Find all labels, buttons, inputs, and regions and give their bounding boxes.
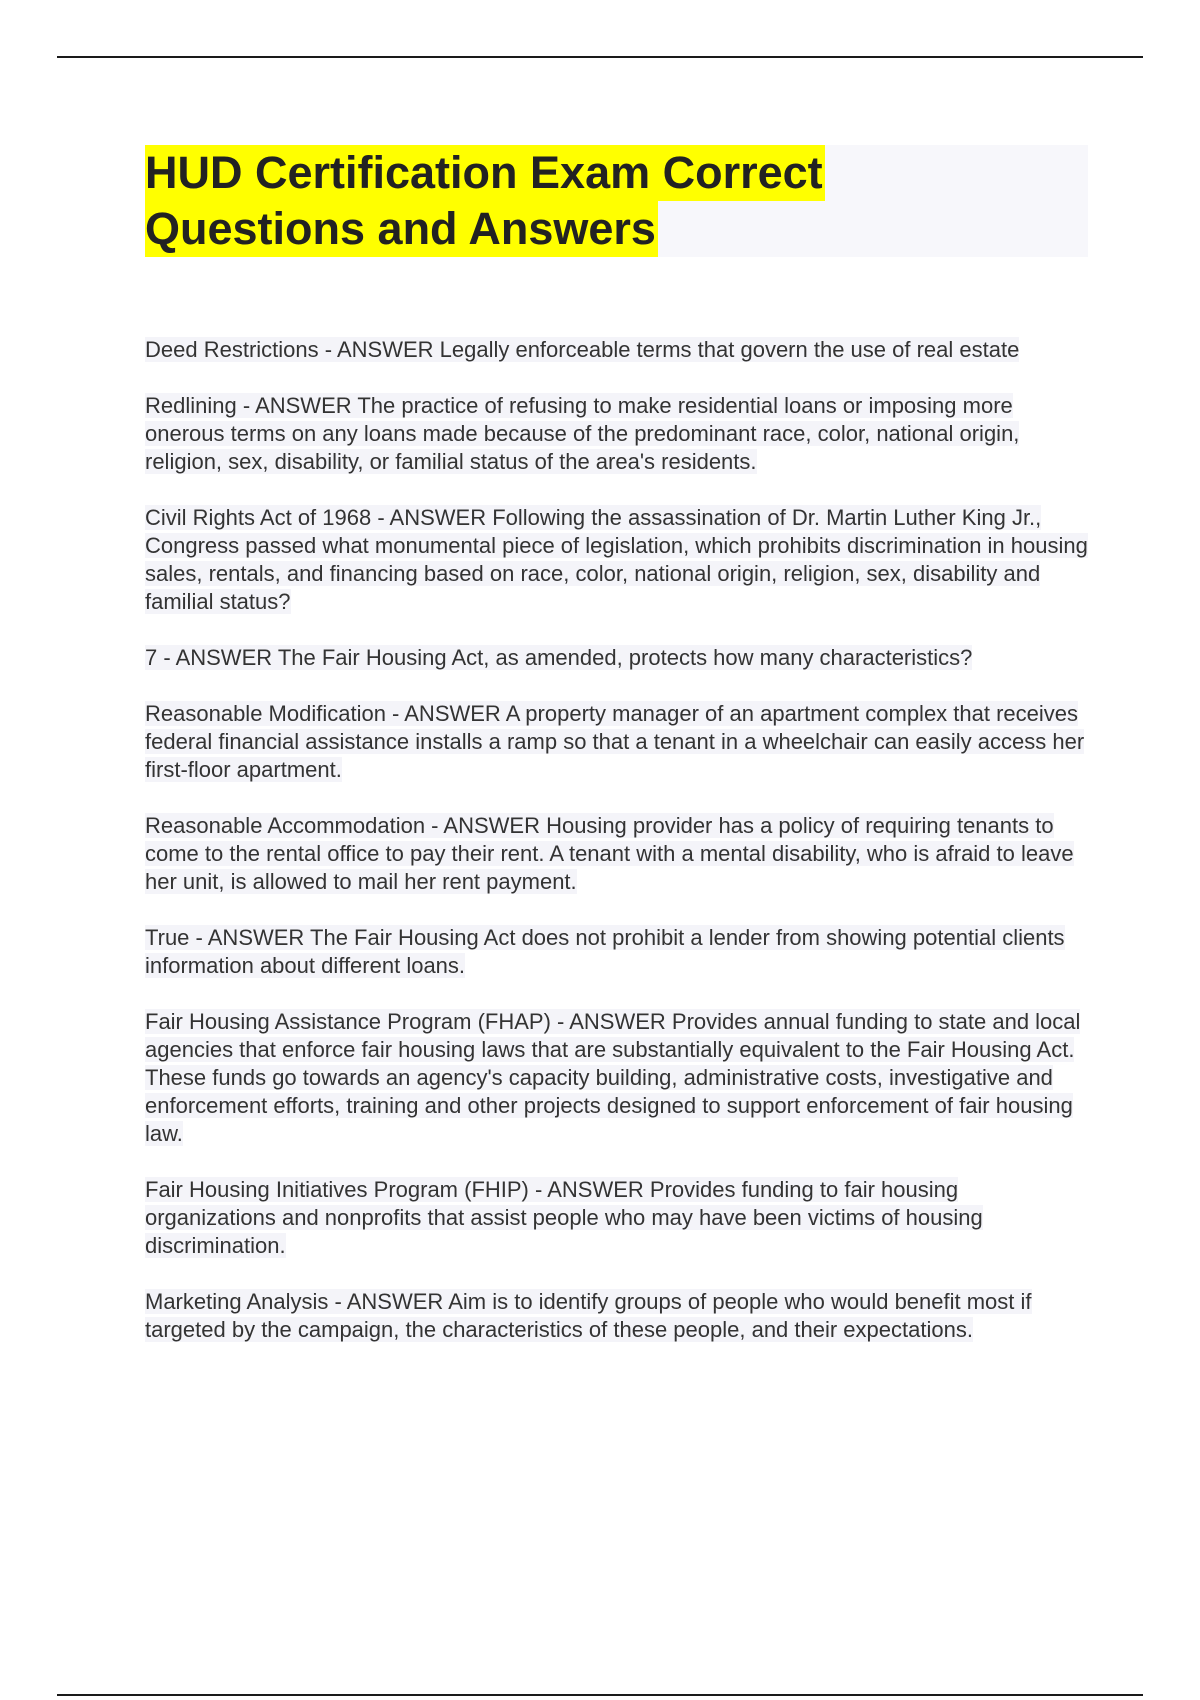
qa-item-text: Marketing Analysis - ANSWER Aim is to identify groups of people who would benefit most if targeted by the campaign, the characteristics of these people, and their expectations. [145,1289,1032,1342]
bottom-divider [57,1694,1143,1696]
title-line-1: HUD Certification Exam Correct [145,145,825,201]
qa-item-text: Fair Housing Assistance Program (FHAP) - ANSWER Provides annual funding to state and local agencies that enforce fair housing laws that are substantially equivalent to the Fair Housing Act. These funds go towards an agency's capacity building, administrative costs, investigative and enforcement efforts, training and other projects designed to support enforcement of fair housing law. [145,1009,1081,1146]
qa-item [145,392,1090,476]
qa-item-text: Redlining - ANSWER The practice of refusing to make residential loans or imposing more onerous terms on any loans made because of the predominant race, color, national origin, religion, sex, disability, or familial status of the area's residents. [145,393,1020,474]
qa-item-text: Fair Housing Initiatives Program (FHIP) - ANSWER Provides funding to fair housing organizations and nonprofits that assist people who may have been victims of housing discrimination. [145,1177,983,1258]
page-title [145,145,1088,257]
title-block [145,145,1088,257]
qa-item-text: Reasonable Modification - ANSWER A property manager of an apartment complex that receives federal financial assistance installs a ramp so that a tenant in a wheelchair can easily access her first-floor apartment. [145,701,1085,782]
qa-item [145,1008,1090,1148]
qa-list [145,336,1090,1372]
qa-item [145,1288,1090,1344]
qa-item-text: Reasonable Accommodation - ANSWER Housing provider has a policy of requiring tenants to come to the rental office to pay their rent. A tenant with a mental disability, who is afraid to leave her unit, is allowed to mail her rent payment. [145,813,1074,894]
qa-item-text: 7 - ANSWER The Fair Housing Act, as amended, protects how many characteristics? [145,645,973,670]
qa-item-text: True - ANSWER The Fair Housing Act does not prohibit a lender from showing potential clients information about different loans. [145,925,1065,978]
qa-item [145,924,1090,980]
qa-item [145,336,1090,364]
qa-item [145,644,1090,672]
qa-item [145,812,1090,896]
title-line-2: Questions and Answers [145,201,658,257]
top-divider [57,56,1143,58]
qa-item [145,504,1090,616]
qa-item [145,700,1090,784]
qa-item-text: Deed Restrictions - ANSWER Legally enforceable terms that govern the use of real estate [145,337,1020,362]
qa-item [145,1176,1090,1260]
qa-item-text: Civil Rights Act of 1968 - ANSWER Following the assassination of Dr. Martin Luther King Jr., Congress passed what monumental piece of legislation, which prohibits discrimination in housing sales, rentals, and financing based on race, color, national origin, religion, sex, disability and familial status? [145,505,1088,614]
